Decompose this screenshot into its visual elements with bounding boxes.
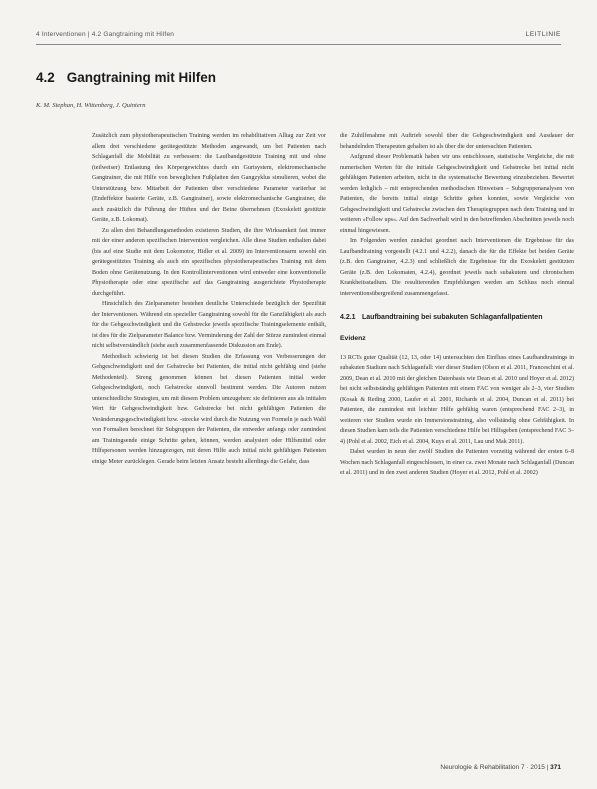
running-head-chapter: 4 Interventionen | 4.2 Gangtraining mit Hilfen	[36, 31, 175, 38]
page-footer	[440, 764, 561, 771]
section-title-text: Gangtraining mit Hilfen	[66, 70, 217, 85]
evidenz-heading: Evidenz	[340, 335, 366, 342]
author-line: K. M. Stephan, H. Wittenberg, J. Quintern	[36, 102, 146, 109]
paragraph: Zu allen drei Behandlungsmethoden existieren Studien, die ihre Wirksamkeit fast immer mit der einer anderen spezifischen Intervention vergleichen. Alle diese Studien enthalten dabei (bis auf eine Studie mit dem Lokomotor, Hidler et al. 2009) im Interventionsarm sowohl ein gerätegestütztes Training als auch ein spezifisches physiotherapeutisches Training mit dem Boden ohne Gerätenutzung. In den Kontrollinterventionen wird entweder eine konventionelle Physiotherapie oder eine spezifische auf das Gangtraining ausgerichtete Physiotherapie durchgeführt.	[92, 227, 326, 297]
subsection-heading	[340, 313, 574, 322]
page-number: 371	[550, 764, 561, 771]
paragraph: 13 RCTs guter Qualität (12, 13, oder 14) untersuchten den Einfluss eines Laufbandtrainings in subakuten Stadium nach Schlaganfall: vier dieser Studien (Olson et al. 2011, Franceschini et al. 2009, Dean et al. 2010 mit der gleichen Datenbasis wie Dean et al. 2010 und Hoyer et al. 2012) bei nicht selbstständig gehfähigen Patienten mit einem FAC von weniger als 2–3, vier Studien (Kosak & Reding 2000, Laufer et al. 2001, Richards et al. 2004, Duncan et al. 2011) bei Patienten, die zumindest mit leichter Hilfe gehfähig waren (entsprechend FAC 2–3), in weiteren vier Studien wurde ein Immersionstraining, also vollständig ohne Gehfähigkeit. In diesen Studien kam teils die Patienten verschiedene Hilfe bei Hilfsgeben (entsprechend FAC 3–4) (Pohl et al. 2002, Eich et al. 2004, Kuys et al. 2011, Lau und Mak 2011).	[340, 354, 574, 445]
header-rule	[36, 44, 561, 45]
subsection-number: 4.2.1	[340, 314, 356, 321]
paragraph: Aufgrund dieser Problematik haben wir uns entschlossen, statistische Vergleiche, die mit numerischen Werten für die initiale Gehgeschwindigkeit und Gehstrecke bei initial nicht gehfähigen Patienten arbeiten, nicht in die systematische Bewertung einzubeziehen. Bewertet werden lediglich – mit entsprechenden methodischen Hinweisen – Subgruppenanalysen von Patienten, die bereits initial einige Schritte gehen konnten, sowie Vergleiche von Gehgeschwindigkeit und Gehstrecke zwischen den Therapiegruppen nach dem Training und in weiteren »Follow ups«. Auf den Sachverhalt wird in den betreffenden Abschnitten jeweils noch einmal hingewiesen.	[340, 154, 574, 234]
left-column	[92, 131, 326, 467]
journal-name: Neurologie & Rehabilitation 7 · 2015	[440, 764, 545, 771]
paragraph: Zusätzlich zum physiotherapeutischen Training werden im rehabilitativen Alltag zur Zeit vor allem drei verschiedene gerätegestützte Methoden angewandt, um bei Patienten nach Schlaganfall die Mobilität zu verbessern: die Laufbandgestützte Training mit und ohne (teilweiser) Entlastung des Körpergewichtes durch ein Gurtsystem, elektromechanische Gangtrainer, die mit Hilfe von beweglichen Fußplatten den Gangzyklus simulieren, wobei die Unterstützung bzw. Mitarbeit der Patienten über verschiedene Parameter variierbar ist (Endeffektor basierte Geräte, z.B. Gangtrainer), sowie elektromechanische Gangtrainer, die auch zusätzlich die Führung der Hüften und der Beine übernehmen (Exoskelett gestützte Geräte, z.B. Lokomat).	[92, 133, 326, 223]
subsection-title: Laufbandtraining bei subakuten Schlaganfallpatienten	[362, 314, 543, 321]
right-column	[340, 131, 574, 479]
paragraph: die Zuhilfenahme mit Auftrieb sowohl über die Gehgeschwindigkeit und Ausdauer der behandelnden Therapeuten gehalten ist als über die der untersuchten Patienten.	[340, 133, 574, 150]
paragraph: Im Folgenden werden zunächst geordnet nach Interventionen die Ergebnisse für das Laufbandtraining vorgestellt (4.2.1 und 4.2.2), danach die für die Effekte bei beiden Geräte (z.B. den Gangtrainer, 4.2.3) und schließlich die Ergebnisse für die Exoskelett gestützten Geräte (z.B. den Lokomaten, 4.2.4), geordnet jeweils nach subakutem und chronischem Krankheitsstadium. Die resultierenden Empfehlungen werden am Schluss noch einmal interventionsübergreifend zusammengefasst.	[340, 238, 574, 297]
running-head-label: LEITLINIE	[525, 31, 561, 38]
running-head	[36, 31, 561, 43]
footer-separator: |	[546, 764, 549, 771]
section-number: 4.2	[36, 70, 55, 85]
section-title	[36, 70, 216, 85]
paragraph: Methodisch schwierig ist bei diesen Studien die Erfassung von Verbesserungen der Gehgeschwindigkeit und der Gehstrecke bei Patienten, die initial nicht gehfähig sind (siehe Methodenteil). Streng genommen können bei diesen Patienten initial weder Gehgeschwindigkeit, noch Gehstrecke sinnvoll bestimmt werden. Die Autoren nutzen unterschiedliche Strategien, um mit diesem Problem umzugehen: sie definieren aus als initialen Wert für Gehgeschwindigkeit bzw. Gehstrecke bei nicht gehfähigen Patienten die Veränderungsgeschwindigkeit bzw. -strecke wird durch die Nutzung von Formeln je nach Wahl von Formalien berechnet für Subgruppen der Patienten, die entweder anfangs oder zumindest am Trainingsende einige Schritte gehen, können, werden analysiert oder Hilfsmittel oder Hilfspersonen werden hinzugezogen, mit deren Hilfe auch initial nicht gehfähigen Patienten einige Meter zurücklegen. Gerade beim letzten Ansatz besteht allerdings die Gefahr, dass	[92, 353, 326, 465]
paragraph: Hinsichtlich des Zielparameter bestehen deutliche Unterschiede bezüglich der Spezifität der Interventionen. Während ein spezieller Gangtraining sowohl für die Ganzfähigkeit als auch für die Gehgeschwindigkeit und die Gehstrecke jeweils spezifische Trainingselemente enthält, ist dies für die Zielparameter Balance bzw. Verminderung der Zahl der Stürze zumindest einmal nicht selbstverständlich (siehe auch zusammenfassende Diskussion am Ende).	[92, 301, 326, 349]
paragraph: Dabei wurden in neun der zwölf Studien die Patienten vorzeitig während der ersten 6–8 Wochen nach Schlaganfall eingeschlossen, in einer ca. zwei Monate nach Schlaganfall (Duncan et al. 2011) und in den zwei anderen Studien (Hoyer et al. 2012, Pohl et al. 2002)	[340, 449, 574, 476]
